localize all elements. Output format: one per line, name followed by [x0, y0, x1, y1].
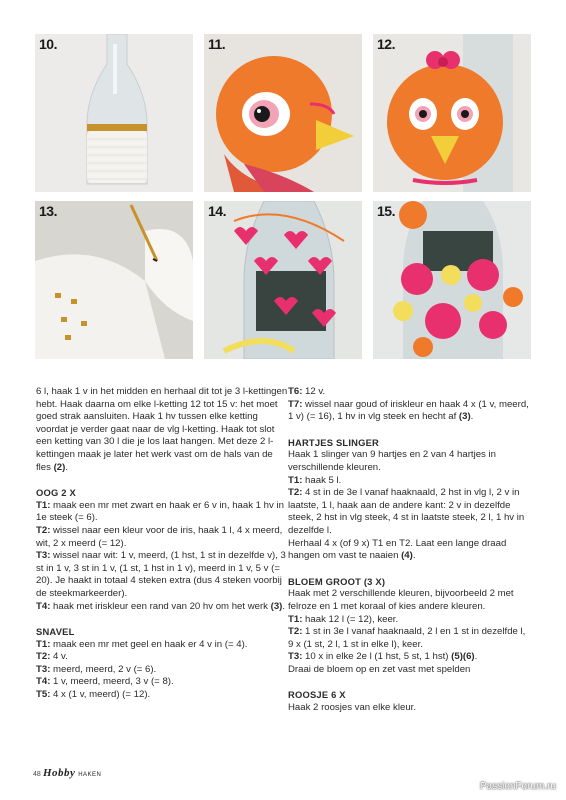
flowers-hearts-illustration [373, 201, 531, 359]
row-key: T3: [36, 663, 51, 675]
bird-head-front-illustration [373, 34, 531, 192]
row-text: haak met iriskleur een rand van 20 hv om het werk [50, 600, 271, 612]
bottle-crochet-illustration [35, 34, 193, 192]
bloem-heading: BLOEM GROOT (3 X) [288, 575, 386, 587]
bird-head-side-illustration [204, 34, 362, 192]
row-text: wissel naar goud of iriskleur en haak 4 x (1 v, meerd, 1 v) (= 16), 1 hv in vlg steek en hecht af [288, 398, 529, 423]
row-text: wissel naar een kleur voor de iris, haak 1 l, 4 x meerd, wit, 2 x meerd (= 12). [36, 524, 283, 549]
oog-row-1 [36, 500, 288, 525]
snavel-heading: SNAVEL [36, 626, 75, 638]
bloem-row-2 [288, 626, 532, 651]
row-text: 4 x (1 v, meerd) (= 12). [50, 689, 151, 701]
snavel-row-6 [288, 386, 532, 399]
site-watermark: PassionForum.ru [479, 781, 556, 792]
row-key: T1: [36, 499, 51, 511]
row-key: T1: [288, 613, 303, 625]
snavel-row-3 [36, 664, 288, 677]
snavel-row-7 [288, 399, 532, 424]
photo-step-12 [373, 34, 531, 192]
step-label: 14. [208, 203, 226, 219]
row-end: . [470, 411, 474, 423]
row-text: wissel naar wit: 1 v, meerd, (1 hst, 1 st in dezelfde v), 3 st in 1 v, 3 st in 1 v, (1 st, 1 hst in 1 v), meerd in 1 v, 5 v (= 20). Je haakt in totaal 4 steken extra (dus 4 steken voorbij de steekmarkeerder). [36, 550, 286, 599]
hobby-logo [43, 767, 101, 779]
figure-ref: (4) [401, 550, 413, 562]
hartjes-row-1 [288, 475, 532, 488]
row-key: T7: [288, 398, 303, 410]
row-key: T1: [36, 638, 51, 650]
figure-ref: (3) [270, 600, 283, 612]
logo-suffix: HAKEN [78, 772, 102, 778]
row-text: haak 5 l. [302, 474, 342, 486]
row-key: T5: [36, 689, 51, 701]
oog-row-3 [36, 550, 288, 600]
oog-row-4 [36, 601, 288, 614]
row-text: meerd, meerd, 2 v (= 6). [50, 663, 157, 675]
step-label: 15. [377, 203, 395, 219]
hartjes-outro [288, 538, 532, 563]
photo-step-10 [35, 34, 193, 192]
row-text: maak een mr met geel en haak er 4 v in (= 4). [50, 638, 248, 650]
photo-step-15 [373, 201, 531, 359]
figure-ref: (3) [458, 411, 471, 423]
row-key: T6: [288, 386, 303, 397]
logo-text: Hobby [43, 767, 76, 779]
intro-text: 6 l, haak 1 v in het midden en herhaal dit tot je 3 l-kettingen hebt. Haak daarna om elke l-ketting 12 tot 15 v: het moet goed strak aansluiten. Haak 1 hv tussen elke ketting voordat je verder gaat naar de vlg l-ketting. Haak tot slot een ketting van 30 l die je los laat hangen. Met deze 2 l-kettingen maak je later het werk vast om de hals van de fles [36, 386, 288, 473]
snavel-row-4 [36, 676, 288, 689]
row-text: 1 v, meerd, meerd, 3 v (= 8). [50, 676, 174, 688]
row-key: T1: [288, 474, 303, 486]
row-key: T2: [36, 651, 51, 663]
hartjes-heading: HARTJES SLINGER [288, 436, 380, 448]
figure-ref: (2) [53, 461, 66, 473]
figure-ref: (5)(6) [451, 651, 475, 663]
row-text: 4 v. [50, 651, 68, 663]
white-crochet-illustration [35, 201, 193, 359]
photo-step-14 [204, 201, 362, 359]
hartjes-intro: Haak 1 slinger van 9 hartjes en 2 van 4 hartjes in verschillende kleuren. [288, 449, 496, 473]
roosje-heading: ROOSJE 6 X [288, 689, 346, 701]
row-text: 1 st in 3e l vanaf haaknaald, 2 l en 1 st in dezelfde l, 9 x (1 st, 2 l, 1 st in elke l), keer. [288, 626, 526, 650]
intro-end: . [65, 461, 69, 473]
oog-row-2 [36, 525, 288, 550]
bloem-intro: Haak met 2 verschillende kleuren, bijvoorbeeld 2 met felroze en 1 met koraal of kies andere kleuren. [288, 588, 514, 612]
row-key: T3: [288, 651, 303, 663]
row-text: 10 x in elke 2e l (1 hst, 5 st, 1 hst) [302, 651, 452, 663]
row-key: T2: [36, 524, 51, 536]
row-text: 4 st in de 3e l vanaf haaknaald, 2 hst in vlg l, 2 v in laatste, 1 l, haak aan de andere kant: 2 v in dezelfde steek, 2 hst in vlg steek, 4 st in laatste steek, 2 l, 1 hv in dezelfde l. [288, 487, 525, 536]
row-key: T2: [288, 626, 303, 638]
row-key: T2: [288, 487, 303, 499]
row-end: . [412, 550, 416, 562]
row-text: maak een mr met zwart en haak er 6 v in, haak 1 hv in 1e steek (= 6). [36, 499, 284, 524]
snavel-row-1 [36, 639, 288, 652]
row-key: T4: [36, 676, 51, 688]
row-end: . [282, 600, 286, 612]
oog-heading: OOG 2 X [36, 487, 76, 499]
right-column [288, 386, 532, 715]
hearts-garland-illustration [204, 201, 362, 359]
bloem-outro: Draai de bloem op en zet vast met spelden [288, 663, 471, 675]
step-label: 11. [208, 36, 226, 52]
row-text: 12 v. [302, 386, 326, 397]
page-number: 48 [33, 771, 41, 778]
row-text: Herhaal 4 x (of 9 x) T1 en T2. Laat een lange draad hangen om vast te naaien [288, 537, 507, 562]
row-end: . [474, 651, 478, 663]
roosje-text: Haak 2 roosjes van elke kleur. [288, 702, 416, 714]
step-label: 13. [39, 203, 57, 219]
intro-paragraph [36, 386, 288, 474]
photo-step-11 [204, 34, 362, 192]
snavel-row-5 [36, 689, 288, 702]
step-label: 12. [377, 36, 395, 52]
row-key: T3: [36, 550, 51, 562]
left-column [36, 386, 288, 702]
photo-step-13 [35, 201, 193, 359]
bloem-row-1 [288, 614, 532, 627]
step-label: 10. [39, 36, 57, 52]
hartjes-row-2 [288, 487, 532, 537]
bloem-row-3 [288, 651, 532, 664]
row-text: haak 12 l (= 12), keer. [302, 613, 399, 625]
snavel-row-2 [36, 651, 288, 664]
row-key: T4: [36, 600, 51, 612]
